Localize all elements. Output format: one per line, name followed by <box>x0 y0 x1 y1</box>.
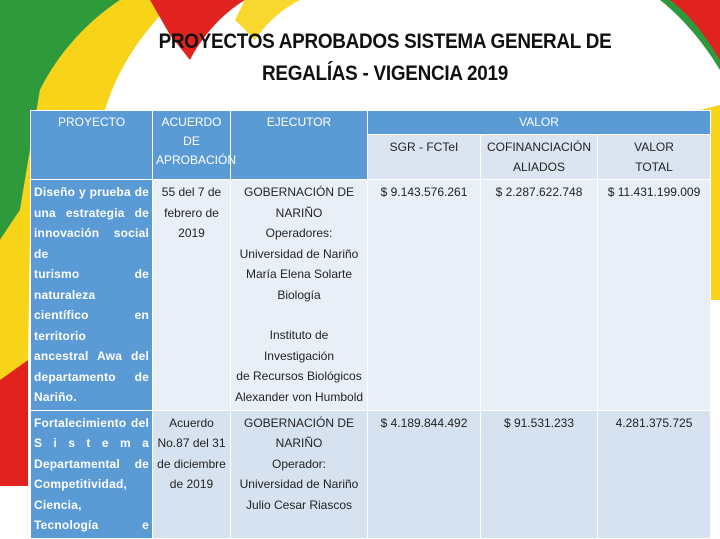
row2-valor-total: 4.281.375.725 <box>598 410 711 538</box>
header-proyecto: PROYECTO <box>31 111 153 180</box>
row1-acuerdo: 55 del 7 de febrero de 2019 <box>153 180 231 411</box>
row1-valor-total: $ 11.431.199.009 <box>598 180 711 411</box>
header-valor-total: VALOR TOTAL <box>598 135 711 180</box>
row2-acuerdo: Acuerdo No.87 del 31 de diciembre de 2019 <box>153 410 231 538</box>
row1-proyecto: Diseño y prueba de una estrategia de innovación social de turismo de naturaleza científico en territorio ancestral Awa del departamento de Nariño. <box>31 180 153 411</box>
title-line-2: REGALÍAS - VIGENCIA 2019 <box>262 62 508 85</box>
projects-table-container <box>30 110 710 539</box>
row2-ejecutor: GOBERNACIÓN DE NARIÑO Operador: Universidad de Nariño Julio Cesar Riascos <box>231 410 368 538</box>
header-acuerdo: ACUERDO DE APROBACIÓN <box>153 111 231 180</box>
row2-cofinanciacion: $ 91.531.233 <box>481 410 598 538</box>
header-sgr: SGR - FCTeI <box>368 135 481 180</box>
table-header-row <box>31 111 711 135</box>
header-cofinanciacion: COFINANCIACIÓN ALIADOS <box>481 135 598 180</box>
header-valor: VALOR <box>368 111 711 135</box>
title-line-1: PROYECTOS APROBADOS SISTEMA GENERAL DE <box>158 30 612 53</box>
table-row <box>31 180 711 411</box>
projects-table <box>30 110 711 539</box>
row2-proyecto: Fortalecimiento del S i s t e m a Departamental de Competitividad, Ciencia, Tecnología e <box>31 410 153 538</box>
flag-red-band <box>0 360 28 486</box>
page-title <box>147 26 624 90</box>
row1-cofinanciacion: $ 2.287.622.748 <box>481 180 598 411</box>
row2-sgr: $ 4.189.844.492 <box>368 410 481 538</box>
row1-ejecutor: GOBERNACIÓN DE NARIÑO Operadores: Universidad de Nariño María Elena Solarte Biología Instituto de Investigación de Recursos Biológicos Alexander von Humbold <box>231 180 368 411</box>
row1-sgr: $ 9.143.576.261 <box>368 180 481 411</box>
table-row <box>31 410 711 538</box>
header-ejecutor: EJECUTOR <box>231 111 368 180</box>
